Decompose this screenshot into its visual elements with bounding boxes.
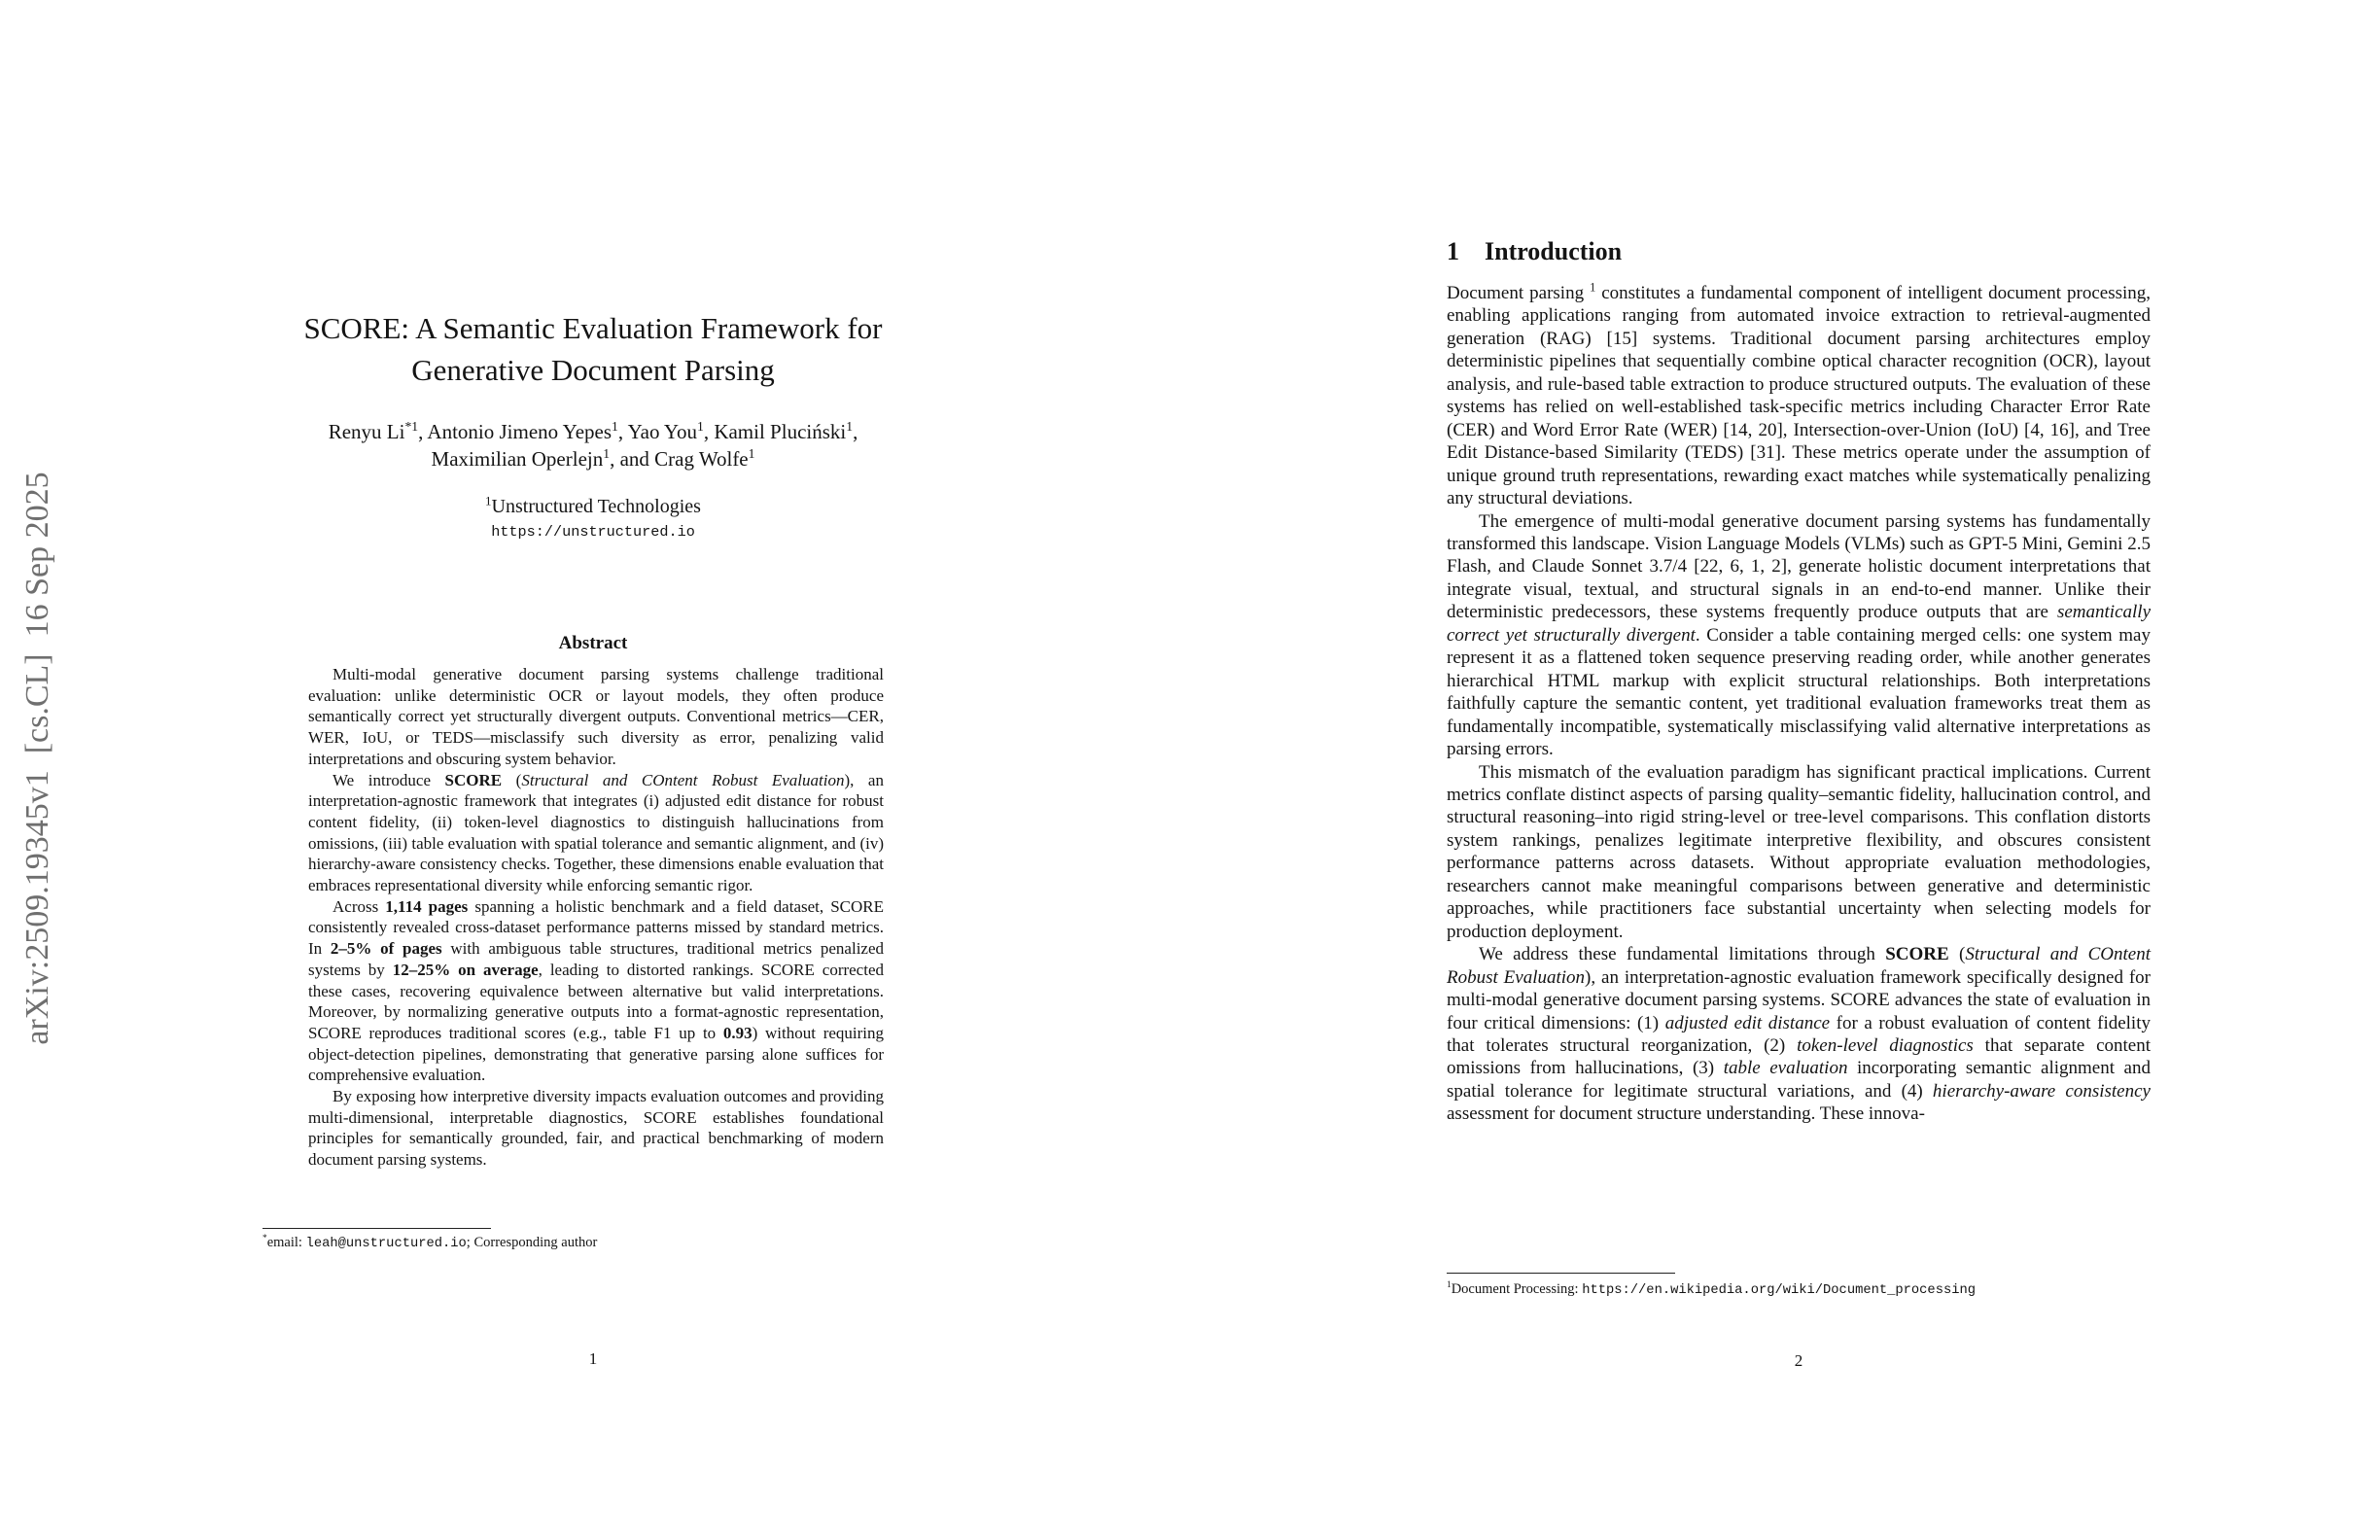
intro-paragraph-2: The emergence of multi-modal generative document parsing systems has fundamentally transformed this landscape. Vision Language Models (VLMs) such as GPT-5 Mini, Gemini 2.5 Flash, and Claude Sonnet 3.7/4 [22, 6, 1, 2], generate holistic document interpretations that integrate visual, textual, and structural signals in an end-to-end manner. Unlike their deterministic predecessors, these systems frequently produce outputs that are semantically correct yet structurally divergent. Consider a table containing merged cells: one system may represent it as a flattened token sequence preserving reading order, while another generates hierarchical HTML markup with explicit structural relationships. Both interpretations faithfully capture the semantic content, yet traditional evaluation frameworks treat them as fundamentally incompatible, systematically misclassifying valid alternative interpretations as parsing errors. (1447, 510, 2151, 760)
document-processing-footnote: $^1$Document Processing: https://en.wikipedia.org/wiki/Document_processing (1447, 1280, 1976, 1298)
affiliation-url-link[interactable]: https://unstructured.io (491, 523, 695, 541)
corresponding-author-footnote: *email: leah@unstructured.io; Corresponding author (262, 1234, 598, 1251)
paper-title (262, 307, 924, 391)
abstract-paragraph-1: Multi-modal generative document parsing systems challenge traditional evaluation: unlike deterministic OCR or layout models, they often produce semantically correct yet structurally divergent outputs. Conventional metrics—CER, WER, IoU, or TEDS—misclassify such diversity as error, penalizing valid interpretations and obscuring system behavior. (308, 665, 884, 768)
arxiv-watermark: arXiv:2509.19345v1 [cs.CL] 16 Sep 2025 (19, 472, 55, 1045)
page-2 (1447, 233, 2151, 1429)
abstract-paragraph-4: By exposing how interpretive diversity impacts evaluation outcomes and providing multi-dimensional, interpretable diagnostics, SCORE establishes foundational principles for semantically grounded, fair, and practical benchmarking of modern document parsing systems. (308, 1087, 884, 1170)
intro-paragraph-4: We address these fundamental limitations through SCORE (Structural and COntent Robust Evaluation), an interpretation-agnostic evaluation framework specifically designed for multi-modal generative document parsing systems. SCORE advances the state of evaluation in four critical dimensions: (1) adjusted edit distance for a robust evaluation of content fidelity that tolerates structural reorganization, (2) token-level diagnostics that separate content omissions from hallucinations, (3) table evaluation incorporating semantic alignment and spatial tolerance for legitimate structural variations, and (4) hierarchy-aware consistency assessment for document structure understanding. These innova- (1447, 944, 2152, 1125)
section-heading-introduction (1447, 237, 1622, 266)
section-title: Introduction (1485, 237, 1623, 265)
abstract-paragraph-3: Across 1,114 pages spanning a holistic benchmark and a field dataset, SCORE consistently revealed cross-dataset performance patterns missed by standard metrics. In 2–5% of pages with ambiguous table structures, traditional metrics penalized systems by 12–25% on average, leading to distorted rankings. SCORE corrected these cases, recovering equivalence between alternative but valid interpretations. Moreover, by normalizing generative outputs into a format-agnostic representation, SCORE reproduces traditional scores (e.g., table F1 up to 0.93) without requiring object-detection pipelines, demonstrating that generative parsing alone suffices for comprehensive evaluation. (308, 896, 885, 1085)
page-number-1: 1 (588, 1349, 598, 1368)
intro-paragraph-1: Document parsing $^1$ constitutes a fundamental component of intelligent document processing, enabling applications ranging from automated invoice extraction to retrieval-augmented generation (RAG) [15] systems. Traditional document parsing architectures employ deterministic pipelines that sequentially combine optical character recognition (OCR), layout analysis, and rule-based table extraction to produce structured outputs. The evaluation of these systems has relied on well-established task-specific metrics including Character Error Rate (CER) and Word Error Rate (WER) [14, 20], Intersection-over-Union (IoU) [4, 16], and Tree Edit Distance-based Similarity (TEDS) [31]. These metrics operate under the assumption of unique ground truth representations, rewarding exact matches while systematically penalizing any structural deviations. (1447, 280, 2152, 509)
introduction-body (1447, 282, 2151, 1126)
page-1 (262, 301, 924, 1429)
abstract-paragraph-2: We introduce SCORE (Structural and COntent Robust Evaluation), an interpretation-agnostic framework that integrates (i) adjusted edit distance for robust content fidelity, (ii) token-level diagnostics to distinguish hallucinations from omissions, (iii) table evaluation with spatial tolerance and semantic alignment, and (iv) hierarchy-aware consistency checks. Together, these dimensions enable evaluation that embraces representational diversity while enforcing semantic rigor. (308, 770, 884, 895)
page-number-2: 2 (1794, 1351, 1803, 1370)
author-line-2: Maximilian Operlejn$^1$, and Crag Wolfe$^1$ (431, 446, 755, 471)
abstract-body (308, 664, 884, 1171)
author-line-1: Renyu Li$^{*1}$, Antonio Jimeno Yepes$^1$, Yao You$^1$, Kamil Pluciński$^1$, (328, 419, 858, 443)
paper-title-line-1: SCORE: A Semantic Evaluation Framework for (303, 311, 883, 345)
intro-paragraph-3: This mismatch of the evaluation paradigm has significant practical implications. Current metrics conflate distinct aspects of parsing quality–semantic fidelity, hallucination control, and structural reasoning–into rigid string-level or tree-level comparisons. This conflation distorts system rankings, penalizes legitimate interpretive flexibility, and obscures consistent performance patterns across datasets. Without appropriate evaluation methodologies, researchers cannot make meaningful comparisons between generative and deterministic approaches, while practitioners face substantial uncertainty when selecting models for production deployment. (1447, 761, 2151, 942)
paper-title-line-2: Generative Document Parsing (411, 353, 775, 387)
footnote-rule (262, 1228, 491, 1229)
author-list (262, 418, 924, 472)
section-number: 1 (1447, 237, 1459, 265)
footnote-rule (1447, 1273, 1675, 1274)
affiliation: $^1$Unstructured Technologies (485, 493, 701, 517)
abstract-heading: Abstract (558, 633, 628, 653)
